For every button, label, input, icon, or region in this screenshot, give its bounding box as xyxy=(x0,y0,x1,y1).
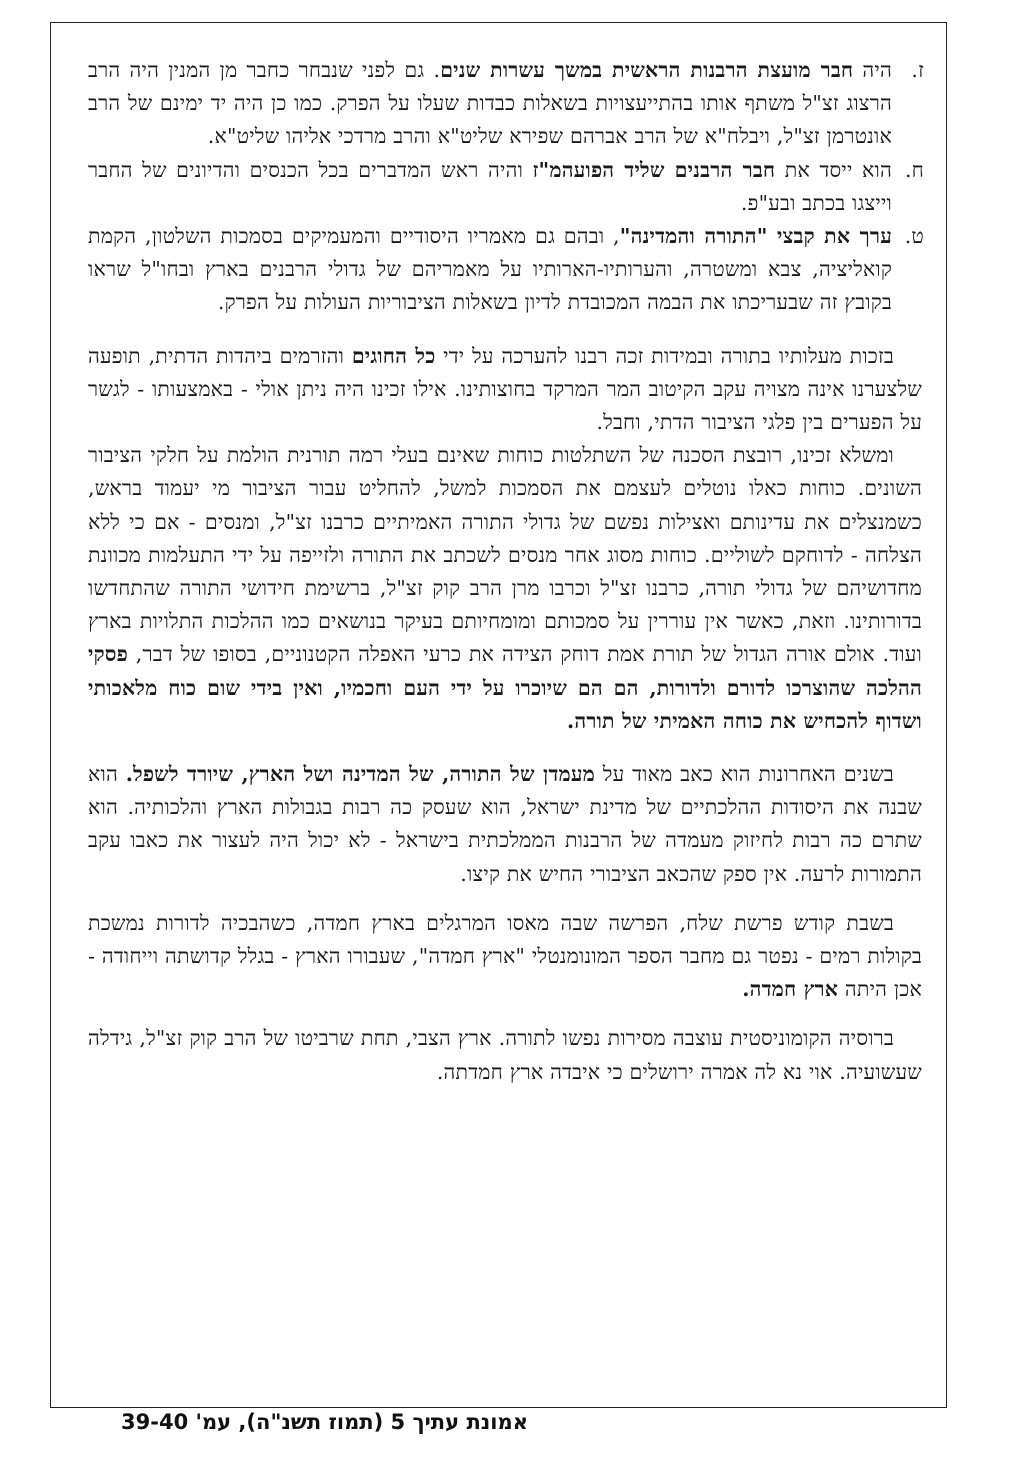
paragraph-text: הוא שבנה את היסודות ההלכתיים של מדינת ישראל, הוא שעסק כה רבות בגבולות הארץ והלכותיה. הוא שתרם כה רבות לחיזוק מעמדה של הרבנות הממלכתית בישראל - לא יכול היה לעצור את כאבו עקב התמורות לרעה. אין ספק שהכאב הציבורי החיש את קיצו. xyxy=(88,762,922,886)
paragraph-bold-text: מעמדן של התורה, של המדינה ושל הארץ, שיורד לשפל. xyxy=(125,762,596,787)
source-citation: אמונת עתיך 5 (תמוז תשנ"ה), עמ' 39-40 xyxy=(121,1410,528,1434)
paragraph-1 xyxy=(88,340,922,440)
paragraph-bold-text: ארץ חמדה. xyxy=(742,977,839,1002)
item-text: היה xyxy=(853,58,892,82)
item-bold-text: חבר מועצת הרבנות הראשית במשך עשרות שנים xyxy=(440,58,854,82)
item-bold-text: ערך את קבצי xyxy=(767,224,892,249)
paragraph-text: ברוסיה הקומוניסטית עוצבה מסירות נפשו לתורה. ארץ הצבי, תחת שרביטו של הרב קוק זצ"ל, גידלה שעשועיה. אוי נא לה אמרה ירושלים כי איבדה ארץ חמדתה. xyxy=(88,1026,922,1084)
item-text: . גם לפני שנבחר כחבר מן המנין היה הרב הרצוג זצ"ל משתף אותו בהתייעצויות בשאלות כבדות שעלו על הפרק. כמו כן היה יד ימינם של הרב אונטרמן זצ"ל, ויבלח"א של הרב אברהם שפירא שליט"א והרב מרדכי אליהו שליט"א. xyxy=(88,58,892,149)
list-marker: ט. xyxy=(904,224,924,249)
item-text: , ובהם גם מאמריו היסודיים והמעמיקים בסמכות השלטון, הקמת קואליציה, צבא ומשטרה, והערותיו-הארותיו על מאמריהם של גדולי הרבנים בארץ ובחו"ל שראו בקובץ זה שבעריכתו את הבמה המכובדת לדיון בשאלות הציבוריות העולות על הפרק. xyxy=(88,224,892,315)
paragraph-text: בשנים האחרונות הוא כאב מאוד על xyxy=(595,762,894,787)
article-body xyxy=(88,54,922,1089)
item-text: והיה ראש המדברים בכל הכנסים והדיונים של החבר וייצגו בכתב ובע"פ. xyxy=(88,157,892,215)
paragraph-text: ומשלא זכינו, רובצת הסכנה של השתלטות כוחות שאינם בעלי רמה תורנית הולמת על חלקי הציבור השונים. כוחות כאלו נוטלים לעצמם את הסמכות למשל, להחליט עבור הציבור מי יעמוד בראש, כשמנצלים את עדינותם ואצילות נפשם של גדולי התורה האמיתיים כרבנו זצ"ל, ומנסים - אם כי ללא הצלחה - לדוחקם לשוליים. כוחות מסוג אחר מנסים לשכתב את התורה ולזייפה על ידי התעלמות מכוונת מחדושיהם של גדולי תורה, כרבנו זצ"ל וכרבו מרן הרב קוק זצ"ל, ברשימת חידושי התורה שהתחדשו בדורותינו. וזאת, כאשר אין עוררין על סמכותם ומומחיותם בעיקר בנושאים כמו ההלכות התלויות בארץ ועוד. אולם אורה הגדול של תורת אמת דוחק הצידה את כרעי האפלה הקטנוניים, בסופו של דבר, xyxy=(88,443,922,667)
paragraph-bold-text: כל החוגים xyxy=(351,343,436,368)
list-marker: ח. xyxy=(904,157,924,182)
paragraph-2 xyxy=(88,439,922,738)
paragraph-5 xyxy=(88,1022,922,1088)
list-marker: ז. xyxy=(911,58,924,82)
paragraph-text: והזרמים ביהדות הדתית, תופעה שלצערנו אינה מצויה עקב הקיטוב המר המרקד בחוצותינו. אילו זכינו היה ניתן אולי - באמצעותו - לגשר על הפערים בין פלגי הציבור הדתי, וחבל. xyxy=(88,343,922,435)
paragraph-text: בזכות מעלותיו בתורה ובמידות זכה רבנו להערכה על ידי xyxy=(435,343,895,368)
paragraph-3 xyxy=(88,758,922,891)
item-text: הוא ייסד את xyxy=(775,157,892,182)
paragraph-bold-text: פסקי ההלכה שהוצרכו לדורם ולדורות, הם הם שיוכרו על ידי העם וחכמיו, ואין בידי שום כוח מלאכותי ושדוף להכחיש את כוחה האמיתי של תורה. xyxy=(88,642,922,733)
paragraph-text: בשבת קודש פרשת שלח, הפרשה שבה מאסו המרגלים בארץ חמדה, כשהבכיה לדורות נמשכת בקולות רמים - נפטר גם מחבר הספר המונומנטלי "ארץ חמדה", שעבורו הארץ - בגלל קדושתה וייחודה - אכן היתה xyxy=(88,910,922,1002)
list-item-het xyxy=(88,154,922,220)
item-bold-text: חבר הרבנים שליד הפועהמ"ז xyxy=(532,157,776,182)
list-item-tet xyxy=(88,220,922,320)
paragraph-4 xyxy=(88,907,922,1007)
list-item-zayin xyxy=(88,54,922,154)
item-bold-title: "התורה והמדינה" xyxy=(619,224,768,249)
